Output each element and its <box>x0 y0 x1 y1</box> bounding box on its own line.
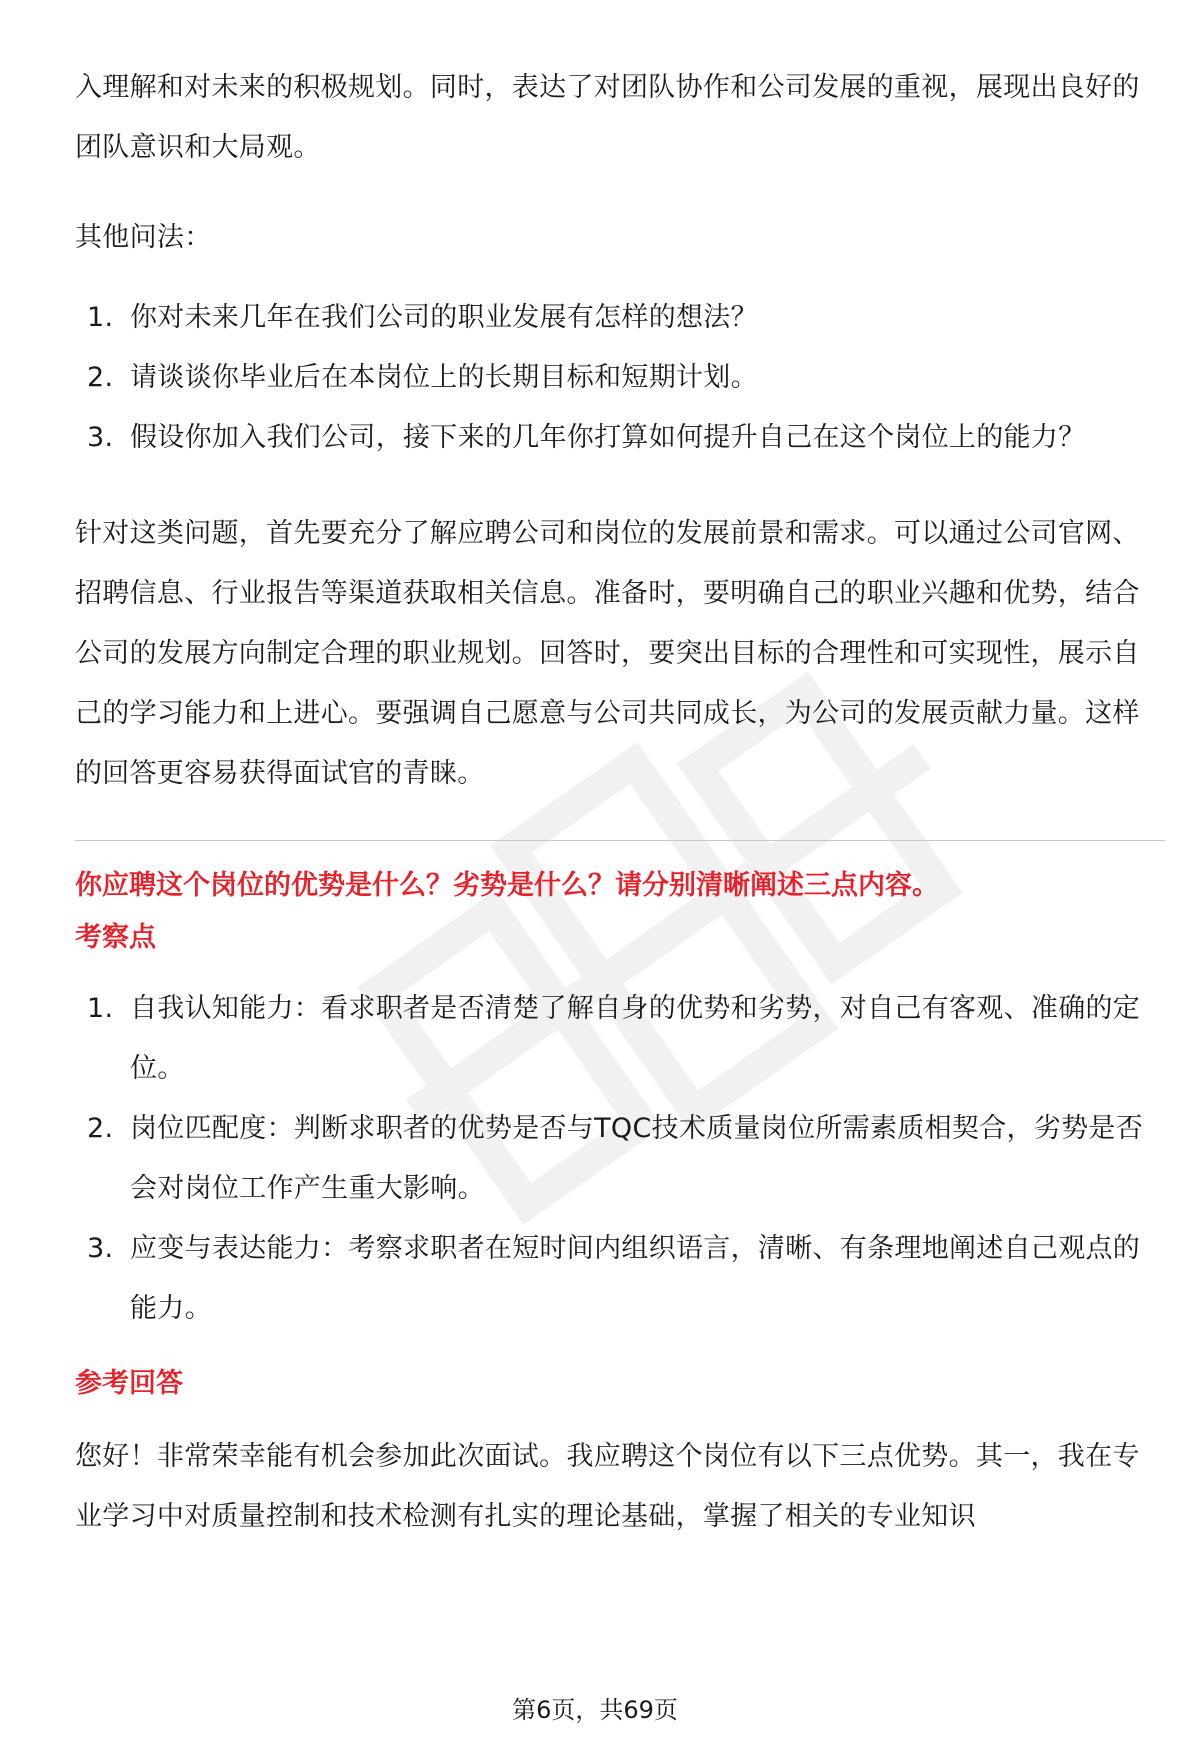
list-item-text: 你对未来几年在我们公司的职业发展有怎样的想法？ <box>130 302 758 333</box>
list-item <box>75 348 1155 408</box>
list-item-number: 2. <box>87 1113 114 1144</box>
intro-paragraph: 入理解和对未来的积极规划。同时，表达了对团队协作和公司发展的重视，展现出良好的团队意识和大局观。 <box>75 72 1140 163</box>
reference-answer-heading: 参考回答 <box>75 1368 183 1399</box>
other-questions-heading: 其他问法： <box>75 222 212 253</box>
list-item-text: 请谈谈你毕业后在本岗位上的长期目标和短期计划。 <box>130 362 758 393</box>
list-item <box>75 1099 1155 1219</box>
document-page <box>75 58 1155 1547</box>
list-item-number: 2. <box>87 362 114 393</box>
list-item <box>75 408 1155 468</box>
list-item-number: 1. <box>87 993 114 1024</box>
question-title: 你应聘这个岗位的优势是什么？劣势是什么？请分别清晰阐述三点内容。 <box>75 870 939 901</box>
list-item-number: 1. <box>87 302 114 333</box>
list-item <box>75 288 1155 348</box>
other-questions-list <box>75 288 1155 468</box>
list-item-number: 3. <box>87 1233 114 1264</box>
list-item-text: 假设你加入我们公司，接下来的几年你打算如何提升自己在这个岗位上的能力？ <box>130 422 1086 453</box>
list-item-text: 岗位匹配度：判断求职者的优势是否与TQC技术质量岗位所需素质相契合，劣势是否会对岗位工作产生重大影响。 <box>130 1113 1143 1204</box>
section-divider <box>75 840 1165 841</box>
page-number: 第6页，共69页 <box>512 1696 678 1724</box>
list-item-text: 自我认知能力：看求职者是否清楚了解自身的优势和劣势，对自己有客观、准确的定位。 <box>130 993 1141 1084</box>
reference-answer-paragraph: 您好！非常荣幸能有机会参加此次面试。我应聘这个岗位有以下三点优势。其一，我在专业学习中对质量控制和技术检测有扎实的理论基础，掌握了相关的专业知识 <box>75 1441 1140 1532</box>
advice-paragraph: 针对这类问题，首先要充分了解应聘公司和岗位的发展前景和需求。可以通过公司官网、招聘信息、行业报告等渠道获取相关信息。准备时，要明确自己的职业兴趣和优势，结合公司的发展方向制定合理的职业规划。回答时，要突出目标的合理性和可实现性，展示自己的学习能力和上进心。要强调自己愿意与公司共同成长，为公司的发展贡献力量。这样的回答更容易获得面试官的青睐。 <box>75 518 1140 789</box>
list-item <box>75 979 1155 1099</box>
examination-heading: 考察点 <box>75 922 156 953</box>
examination-list <box>75 979 1155 1339</box>
list-item-text: 应变与表达能力：考察求职者在短时间内组织语言，清晰、有条理地阐述自己观点的能力。 <box>130 1233 1141 1324</box>
list-item <box>75 1219 1155 1339</box>
list-item-number: 3. <box>87 422 114 453</box>
